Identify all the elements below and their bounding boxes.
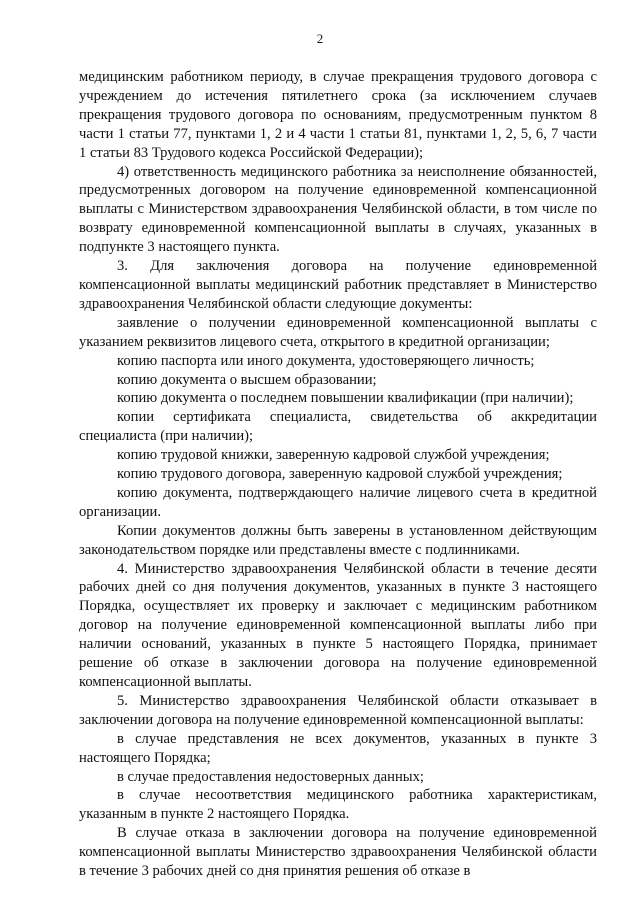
- paragraph-continuation: медицинским работником периоду, в случае прекращения трудового договора с учреждением до истечения пятилетнего срока (за исключением случаев прекращения трудового договора по основаниям, предусмотренным пунктом 8 части 1 статьи 77, пунктами 1, 2 и 4 части 1 статьи 81, пунктами 1, 2, 5, 6, 7 части 1 статьи 83 Трудового кодекса Российской Федерации);: [79, 69, 597, 161]
- paragraph-section-4: 4. Министерство здравоохранения Челябинской области в течение десяти рабочих дней со дня получения документов, указанных в пункте 3 настоящего Порядка, осуществляет их проверку и заключает с медицинским работником договор на получение единовременной компенсационной выплаты либо при наличии оснований, указанных в пункте 5 настоящего Порядка, принимает решение об отказе в заключении договора на получение единовременной компенсационной выплаты.: [79, 560, 597, 690]
- paragraph-copies-certified: Копии документов должны быть заверены в установленном действующим законодательством порядке или представлены вместе с подлинниками.: [79, 522, 597, 558]
- page-number: 2: [316, 31, 324, 46]
- list-item-diploma: копию документа о высшем образовании;: [117, 371, 377, 388]
- paragraph-section-3: 3. Для заключения договора на получение единовременной компенсационной выплаты медицинский работник представляет в Министерство здравоохранения Челябинской области следующие документы:: [79, 258, 597, 312]
- paragraph-section-5: 5. Министерство здравоохранения Челябинской области отказывает в заключении договора на получение единовременной компенсационной выплаты:: [79, 692, 597, 728]
- list-item-workbook: копию трудовой книжки, заверенную кадровой службой учреждения;: [117, 447, 550, 464]
- paragraph-refusal: В случае отказа в заключении договора на получение единовременной компенсационной выплаты Министерство здравоохранения Челябинской области в течение 3 рабочих дней со дня принятия решения об отказе в: [79, 825, 597, 880]
- list-item-false-data: в случае предоставления недостоверных данных;: [117, 768, 424, 785]
- list-item-certificate: копии сертификата специалиста, свидетельства об аккредитации специалиста (при наличии);: [79, 409, 597, 445]
- list-item-mismatch: в случае несоответствия медицинского работника характеристикам, указанным в пункте 2 настоящего Порядка.: [79, 787, 597, 823]
- list-item-contract: копию трудового договора, заверенную кадровой службой учреждения;: [117, 466, 563, 483]
- list-item-passport: копию паспорта или иного документа, удостоверяющего личность;: [117, 352, 535, 369]
- list-item-incomplete-docs: в случае представления не всех документов, указанных в пункте 3 настоящего Порядка;: [79, 730, 597, 766]
- list-item-qualification: копию документа о последнем повышении квалификации (при наличии);: [117, 390, 574, 407]
- list-item-account: копию документа, подтверждающего наличие лицевого счета в кредитной организации.: [79, 484, 597, 520]
- document-body: [79, 68, 597, 881]
- list-item-application: заявление о получении единовременной компенсационной выплаты с указанием реквизитов лицевого счета, открытого в кредитной организации;: [79, 314, 597, 350]
- paragraph-responsibility: 4) ответственность медицинского работника за неисполнение обязанностей, предусмотренных договором на получение единовременной компенсационной выплаты с Министерством здравоохранения Челябинской области, в том числе по возврату единовременной компенсационной выплаты в случаях, указанных в подпункте 3 настоящего пункта.: [79, 163, 597, 256]
